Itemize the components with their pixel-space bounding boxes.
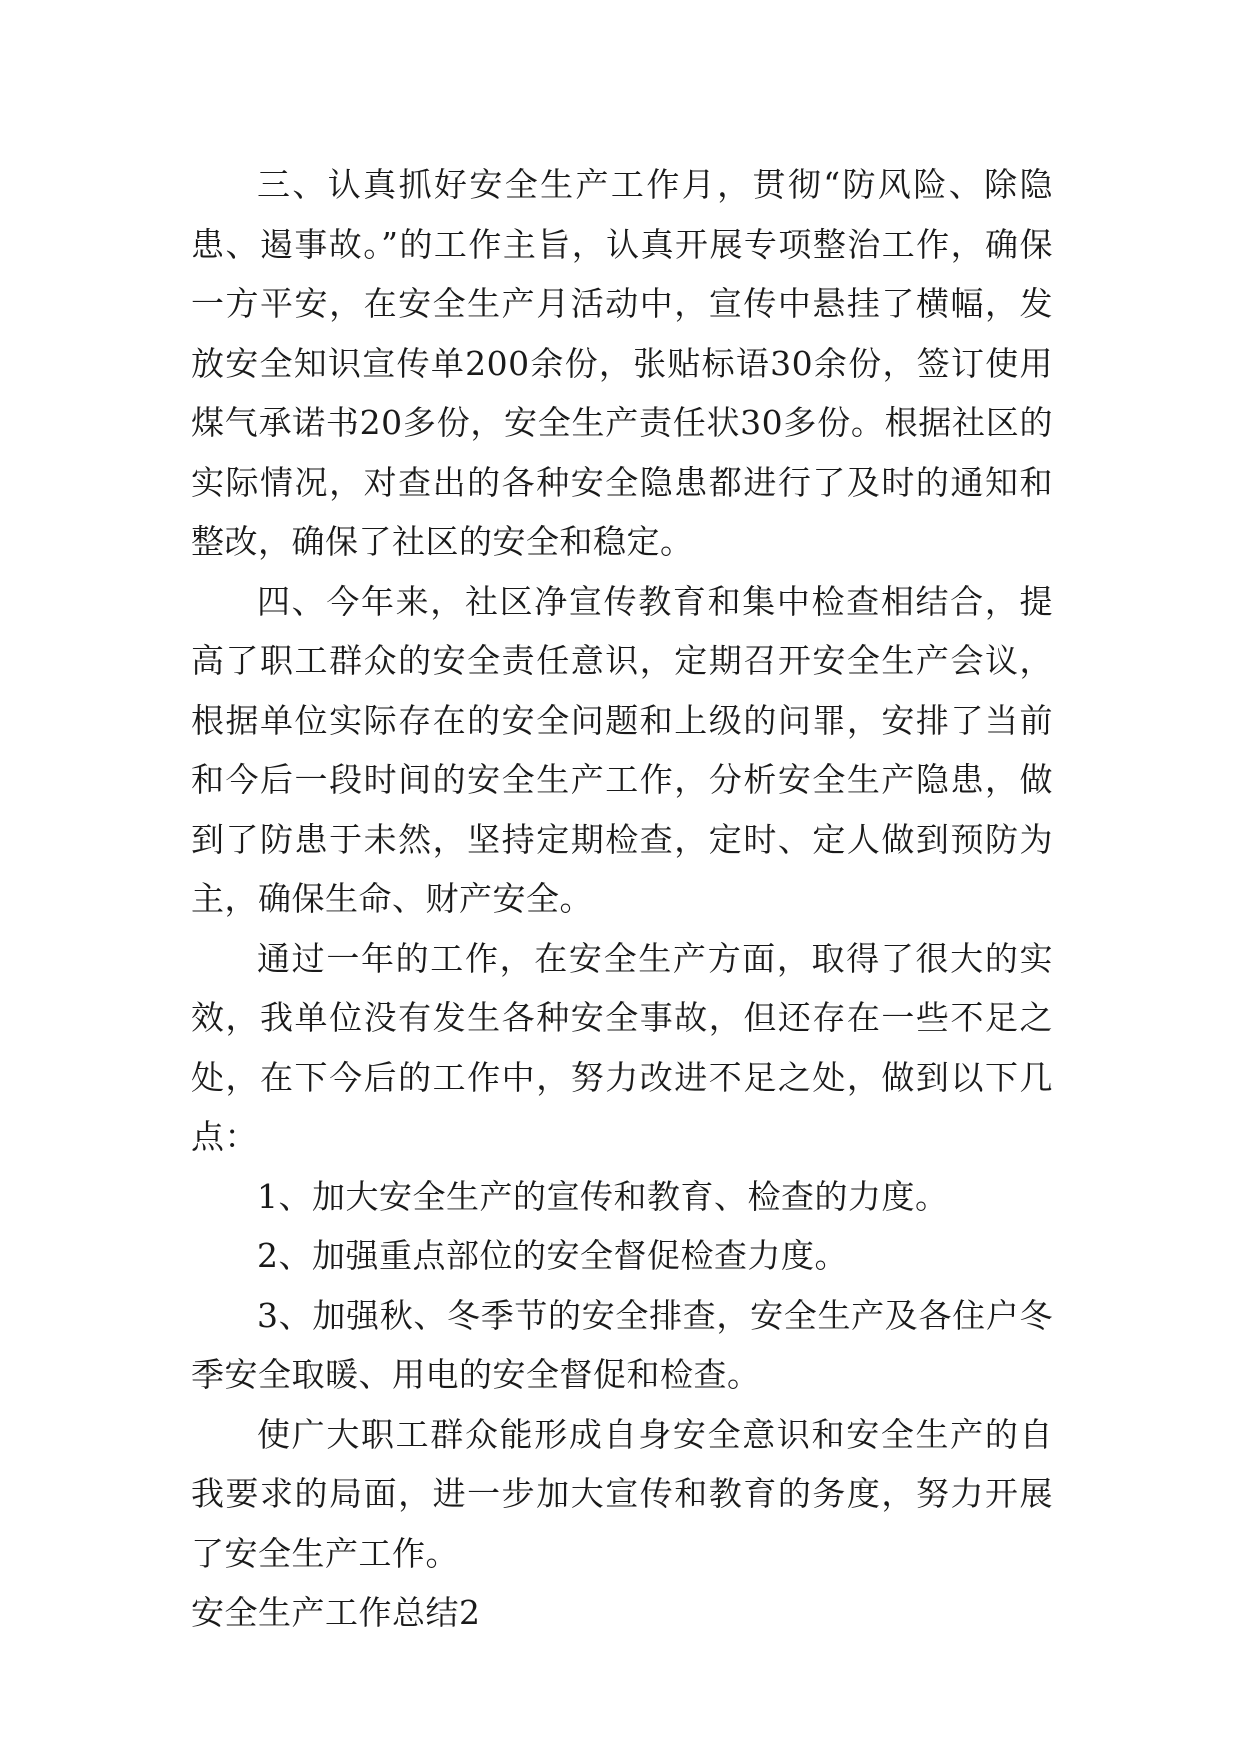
list-item-1: 1、加大安全生产的宣传和教育、检查的力度。 [257, 1176, 949, 1216]
document-body [191, 155, 1053, 1643]
paragraph-annual-summary: 通过一年的工作，在安全生产方面，取得了很大的实效，我单位没有发生各种安全事故，但还存在一些不足之处，在下今后的工作中，努力改进不足之处，做到以下几点： [191, 938, 1053, 1156]
section-heading: 安全生产工作总结2 [191, 1593, 481, 1632]
paragraph-safety-month: 三、认真抓好安全生产工作月，贯彻“防风险、除隐患、遏事故。”的工作主旨，认真开展专项整治工作，确保一方平安，在安全生产月活动中，宣传中悬挂了横幅，发放安全知识宣传单200余份，张贴标语30余份，签订使用煤气承诺书20多份，安全生产责任状30多份。根据社区的实际情况，对查出的各种安全隐患都进行了及时的通知和整改，确保了社区的安全和稳定。 [191, 165, 1053, 561]
paragraph-education-inspection: 四、今年来，社区净宣传教育和集中检查相结合，提高了职工群众的安全责任意识，定期召开安全生产会议，根据单位实际存在的安全问题和上级的问罪，安排了当前和今后一段时间的安全生产工作，分析安全生产隐患，做到了防患于未然，坚持定期检查，定时、定人做到预防为主，确保生命、财产安全。 [191, 581, 1053, 918]
paragraph-conclusion: 使广大职工群众能形成自身安全意识和安全生产的自我要求的局面，进一步加大宣传和教育的务度，努力开展了安全生产工作。 [191, 1414, 1053, 1573]
list-item-3: 3、加强秋、冬季节的安全排查，安全生产及各住户冬季安全取暖、用电的安全督促和检查。 [191, 1295, 1053, 1394]
list-item-2: 2、加强重点部位的安全督促检查力度。 [257, 1236, 848, 1275]
